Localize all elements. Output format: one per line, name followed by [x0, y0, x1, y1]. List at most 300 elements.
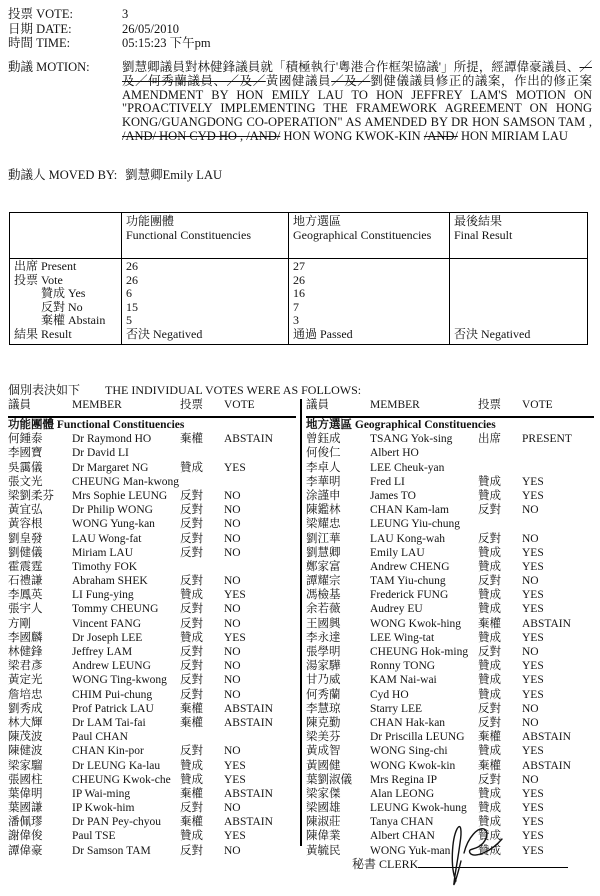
- member-row: [306, 532, 594, 546]
- member-row: [306, 517, 594, 531]
- member-name-en: Dr Joseph LEE: [72, 631, 143, 644]
- member-row: [8, 432, 296, 446]
- member-name-en: WONG Sing-chi: [370, 745, 448, 758]
- member-vote-en: YES: [224, 589, 246, 602]
- member-name-zh: 譚耀宗: [306, 575, 341, 588]
- member-name-en: LAU Kong-wah: [370, 532, 446, 545]
- summary-fc-value: 否決 Negatived: [126, 326, 203, 341]
- member-row: [8, 659, 296, 673]
- motion-struck-text: ／及／: [331, 73, 371, 88]
- member-name-en: LEE Cheuk-yan: [370, 461, 445, 474]
- member-zh-header: 議員: [8, 399, 31, 411]
- member-vote-en: [522, 446, 594, 460]
- member-zh-header: 議員: [306, 399, 329, 411]
- member-vote-en: PRESENT: [522, 433, 572, 446]
- clerk-signature-block: [352, 855, 568, 872]
- member-vote-zh: 反對: [180, 646, 203, 658]
- member-vote-zh: 贊成: [478, 745, 501, 758]
- member-name-en: KAM Nai-wai: [370, 674, 437, 687]
- member-vote-zh: 贊成: [478, 489, 501, 502]
- member-vote-en: YES: [224, 631, 246, 644]
- member-vote-en: YES: [522, 745, 544, 758]
- member-name-en: Dr David LI: [72, 447, 129, 460]
- member-name-en: Andrew CHENG: [370, 560, 450, 573]
- summary-fc-value: 6: [126, 286, 132, 301]
- member-vote-zh: 棄權: [180, 702, 203, 715]
- vote-summary-table: [9, 212, 588, 345]
- member-vote-en: [522, 517, 594, 531]
- member-name-zh: 潘佩璆: [8, 816, 43, 829]
- geographical-group-title: 地方選區 Geographical Constituencies: [306, 419, 496, 431]
- member-name-en: LEUNG Kwok-hung: [370, 802, 467, 815]
- member-name-zh: 梁耀忠: [306, 518, 341, 531]
- member-vote-zh: 反對: [180, 844, 203, 857]
- member-name-en: Vincent FANG: [72, 617, 142, 630]
- member-name-en: TAM Yiu-chung: [370, 575, 446, 588]
- member-name-zh: 劉秀成: [8, 702, 43, 715]
- summary-fc-value: 5: [126, 313, 132, 328]
- motion-plain-text: AMENDMENT BY HON EMILY LAU TO HON JEFFREY LAM'S MOTION ON "PROACTIVELY IMPLEMENTING THE FRAMEWORK AGREEMENT ON HONG KONG/GUANGDONG CO-OPERATION" AS AMENDED BY DR HON SAMSON TAM ,: [122, 87, 592, 130]
- member-name-en: CHEUNG Man-kwong: [72, 475, 180, 488]
- member-name-en: Albert HO: [370, 447, 419, 460]
- member-vote-en: ABSTAIN: [224, 702, 273, 715]
- member-vote-en: NO: [224, 532, 241, 545]
- member-vote-en: ABSTAIN: [522, 731, 571, 744]
- member-vote-en: ABSTAIN: [224, 787, 273, 800]
- member-name-en: Tanya CHAN: [370, 816, 434, 829]
- summary-fc-value: 26: [126, 259, 138, 273]
- summary-gc-value: 3: [293, 313, 299, 328]
- member-row: [8, 489, 296, 503]
- member-vote-en: YES: [224, 830, 246, 843]
- member-name-en: Albert CHAN: [370, 830, 435, 843]
- member-name-en: Cyd HO: [370, 688, 409, 701]
- member-vote-zh: 贊成: [478, 589, 501, 602]
- member-row: [306, 461, 594, 475]
- member-name-zh: 李永達: [306, 631, 341, 644]
- member-vote-zh: 出席: [478, 433, 501, 446]
- clerk-signature: [430, 817, 520, 889]
- member-vote-zh: [180, 475, 224, 489]
- member-row: [306, 759, 594, 773]
- member-name-zh: 梁家傑: [306, 787, 341, 800]
- member-vote-zh: 贊成: [478, 603, 501, 616]
- member-row: [8, 759, 296, 773]
- vote-en-header: VOTE: [224, 399, 255, 411]
- member-row: [8, 844, 296, 858]
- member-row: [306, 546, 594, 560]
- motion-struck-text: ／及／何秀蘭議員、／及／: [122, 60, 592, 88]
- member-name-en: Dr Margaret NG: [72, 461, 149, 474]
- member-name-en: Dr Philip WONG: [72, 504, 153, 517]
- member-name-zh: 劉皇發: [8, 532, 43, 545]
- member-name-zh: 余若薇: [306, 603, 341, 616]
- member-vote-zh: 贊成: [180, 759, 203, 772]
- member-vote-en: [224, 475, 296, 489]
- member-vote-zh: [180, 730, 224, 744]
- member-name-zh: 劉慧卿: [306, 546, 341, 559]
- member-name-zh: 鄭家富: [306, 560, 341, 573]
- member-row: [8, 744, 296, 758]
- member-vote-zh: 贊成: [478, 830, 501, 843]
- member-name-en: Timothy FOK: [72, 560, 138, 573]
- member-vote-en: NO: [224, 802, 241, 815]
- member-row: [8, 475, 296, 489]
- member-vote-zh: 棄權: [478, 731, 501, 744]
- member-name-en: IP Kwok-him: [72, 802, 135, 815]
- member-name-en: TSANG Yok-sing: [370, 433, 453, 446]
- member-name-zh: 葉劉淑儀: [306, 773, 352, 786]
- summary-fc-value: 15: [126, 299, 138, 314]
- member-name-zh: 李國麟: [8, 631, 43, 644]
- right-column-header: [306, 399, 594, 418]
- member-name-zh: 陳克勤: [306, 716, 341, 729]
- member-name-en: Alan LEONG: [370, 787, 435, 800]
- member-name-zh: 陳偉業: [306, 830, 341, 843]
- member-vote-zh: 贊成: [180, 830, 203, 843]
- member-name-en: CHEUNG Kwok-che: [72, 773, 171, 786]
- member-vote-en: YES: [522, 589, 544, 602]
- member-name-en: LAU Wong-fat: [72, 532, 142, 545]
- member-row: [306, 560, 594, 574]
- member-name-en: Tommy CHEUNG: [72, 603, 159, 616]
- member-row: [306, 588, 594, 602]
- motion-plain-text: HON MIRIAM LAU: [457, 128, 568, 143]
- member-vote-en: YES: [522, 674, 544, 687]
- date-value: 26/05/2010: [122, 21, 179, 36]
- member-name-en: Dr LEUNG Ka-lau: [72, 759, 161, 772]
- member-vote-zh: 贊成: [478, 674, 501, 687]
- member-vote-en: NO: [224, 745, 241, 758]
- summary-fc-header: [122, 213, 289, 259]
- vote-number-label: 投票 VOTE:: [8, 7, 73, 21]
- member-row: [306, 716, 594, 730]
- member-vote-en: NO: [224, 546, 241, 559]
- member-vote-zh: 反對: [180, 489, 203, 502]
- member-vote-en: YES: [522, 546, 544, 559]
- member-row: [306, 602, 594, 616]
- individual-heading-en: THE INDIVIDUAL VOTES WERE AS FOLLOWS:: [105, 383, 362, 397]
- member-vote-zh: 贊成: [180, 589, 203, 602]
- member-vote-zh: 反對: [180, 518, 203, 531]
- member-row: [8, 617, 296, 631]
- member-name-zh: 張國柱: [8, 773, 43, 786]
- member-name-zh: 甘乃威: [306, 674, 341, 687]
- member-name-zh: 霍震霆: [8, 560, 43, 573]
- individual-heading-zh: 個別表決如下: [8, 383, 81, 397]
- member-row: [8, 532, 296, 546]
- member-vote-zh: 贊成: [478, 816, 501, 829]
- fr-header-zh: 最後結果: [454, 214, 503, 228]
- member-row: [306, 702, 594, 716]
- member-name-zh: 張學明: [306, 646, 341, 658]
- clerk-label: 秘書 CLERK: [352, 857, 419, 871]
- summary-gc-header: [289, 213, 450, 259]
- motion-plain-text: HON WONG KWOK-KIN: [280, 128, 424, 143]
- time-row: [8, 36, 592, 51]
- member-name-en: Fred LI: [370, 475, 405, 488]
- vote-zh-header: 投票: [180, 399, 203, 411]
- summary-fr-value: [454, 287, 583, 301]
- member-vote-en: NO: [224, 646, 241, 658]
- member-en-header: MEMBER: [370, 399, 420, 411]
- member-name-zh: 何鍾泰: [8, 433, 43, 446]
- left-column-header: [8, 399, 296, 418]
- summary-fc-value: 26: [126, 272, 138, 287]
- member-vote-en: NO: [522, 532, 539, 545]
- member-vote-zh: 反對: [180, 504, 203, 517]
- member-name-zh: 梁君彥: [8, 660, 43, 673]
- gc-header-zh: 地方選區: [293, 214, 342, 228]
- member-row: [8, 446, 296, 460]
- member-name-en: WONG Yuk-man: [370, 844, 451, 857]
- member-vote-en: YES: [522, 688, 544, 701]
- moved-by-label: 動議人 MOVED BY:: [8, 168, 118, 182]
- member-vote-zh: 贊成: [478, 660, 501, 673]
- member-name-zh: 林大輝: [8, 716, 43, 729]
- member-name-zh: 劉江華: [306, 532, 341, 545]
- member-row: [306, 801, 594, 815]
- member-vote-en: YES: [522, 787, 544, 800]
- member-name-zh: 何俊仁: [306, 447, 341, 460]
- member-vote-zh: 贊成: [478, 787, 501, 800]
- member-vote-en: NO: [224, 688, 241, 701]
- member-vote-en: NO: [522, 575, 539, 588]
- member-vote-zh: 贊成: [478, 802, 501, 815]
- summary-body-row: [10, 259, 588, 345]
- member-row: [8, 688, 296, 702]
- member-name-en: CHAN Kin-por: [72, 745, 144, 758]
- member-vote-en: YES: [522, 475, 544, 488]
- member-row: [8, 574, 296, 588]
- member-name-zh: 李卓人: [306, 461, 341, 474]
- member-vote-zh: 反對: [180, 660, 203, 673]
- motion-text: [122, 61, 592, 144]
- time-label: 時間 TIME:: [8, 36, 71, 50]
- member-vote-zh: 反對: [478, 716, 501, 729]
- member-vote-en: YES: [522, 660, 544, 673]
- vote-number-value: 3: [122, 7, 129, 21]
- member-name-zh: 李鳳英: [8, 589, 43, 602]
- member-name-en: Dr Priscilla LEUNG: [370, 731, 465, 744]
- member-vote-zh: 棄權: [478, 759, 501, 772]
- member-row: [8, 787, 296, 801]
- member-vote-zh: 贊成: [180, 631, 203, 644]
- member-vote-zh: 棄權: [180, 816, 203, 829]
- member-en-header: MEMBER: [72, 399, 122, 411]
- date-row: [8, 22, 592, 37]
- gc-header-en: Geographical Constituencies: [293, 228, 432, 242]
- member-name-zh: 涂謹申: [306, 489, 341, 502]
- summary-empty-header: [10, 213, 122, 259]
- member-vote-zh: 棄權: [180, 433, 203, 446]
- member-row: [8, 716, 296, 730]
- member-vote-zh: 反對: [180, 745, 203, 758]
- member-name-en: Mrs Regina IP: [370, 773, 438, 786]
- member-vote-en: ABSTAIN: [224, 716, 273, 729]
- member-row: [306, 631, 594, 645]
- member-name-en: LEUNG Yiu-chung: [370, 518, 460, 531]
- member-vote-zh: 贊成: [478, 844, 501, 857]
- member-name-en: Andrew LEUNG: [72, 660, 151, 673]
- member-vote-zh: 棄權: [478, 617, 501, 630]
- motion-plain-text: 劉慧卿議員對林健鋒議員就「積極執行'粵港合作框架協議'」所提，經譚偉豪議員、: [122, 60, 580, 74]
- member-row: [8, 829, 296, 843]
- member-vote-zh: 反對: [478, 504, 501, 517]
- member-name-zh: 陳健波: [8, 745, 43, 758]
- fr-header-en: Final Result: [454, 228, 513, 242]
- summary-gc-value: 27: [293, 259, 305, 273]
- member-name-zh: 梁劉柔芬: [8, 489, 54, 502]
- member-vote-zh: 棄權: [180, 787, 203, 800]
- member-name-en: Abraham SHEK: [72, 575, 148, 588]
- member-vote-zh: [180, 560, 224, 574]
- member-vote-zh: 反對: [180, 603, 203, 616]
- member-row: [306, 659, 594, 673]
- member-vote-zh: 反對: [180, 674, 203, 687]
- member-row: [8, 773, 296, 787]
- member-vote-en: YES: [522, 802, 544, 815]
- member-vote-zh: [478, 461, 522, 475]
- member-name-en: CHIM Pui-chung: [72, 688, 153, 701]
- member-vote-en: NO: [522, 646, 539, 658]
- member-row: [306, 787, 594, 801]
- member-name-zh: 王國興: [306, 617, 341, 630]
- geographical-rows: [306, 432, 594, 858]
- member-row: [8, 503, 296, 517]
- member-row: [306, 730, 594, 744]
- member-name-zh: 吳靄儀: [8, 461, 43, 474]
- member-vote-zh: 贊成: [478, 631, 501, 644]
- member-row: [8, 801, 296, 815]
- member-name-en: Dr Samson TAM: [72, 844, 151, 857]
- member-name-zh: 梁美芬: [306, 731, 341, 744]
- member-vote-zh: 反對: [478, 532, 501, 545]
- member-vote-en: YES: [522, 844, 544, 857]
- member-vote-zh: 贊成: [478, 546, 501, 559]
- fc-header-zh: 功能團體: [126, 214, 175, 228]
- fc-header-en: Functional Constituencies: [126, 228, 251, 242]
- member-name-en: Ronny TONG: [370, 660, 436, 673]
- member-vote-zh: 反對: [180, 575, 203, 588]
- member-row: [8, 560, 296, 574]
- member-name-en: CHAN Hak-kan: [370, 716, 446, 729]
- member-name-zh: 詹培忠: [8, 688, 43, 701]
- summary-gc-value: 通過 Passed: [293, 326, 353, 341]
- member-name-zh: 方剛: [8, 617, 31, 630]
- member-row: [306, 645, 594, 659]
- member-name-en: Paul TSE: [72, 830, 116, 843]
- member-name-en: Prof Patrick LAU: [72, 702, 154, 715]
- summary-fr-value: 否決 Negatived: [454, 326, 531, 341]
- member-name-zh: 譚偉豪: [8, 844, 43, 857]
- member-row: [306, 503, 594, 517]
- member-name-en: James TO: [370, 489, 416, 502]
- member-vote-en: YES: [224, 461, 246, 474]
- member-vote-en: NO: [224, 844, 241, 857]
- member-vote-zh: 贊成: [180, 773, 203, 786]
- member-name-zh: 黃毓民: [306, 844, 341, 857]
- moved-by-value: 劉慧卿Emily LAU: [125, 168, 222, 182]
- functional-group-title: 功能團體 Functional Constituencies: [8, 419, 185, 431]
- member-row: [306, 574, 594, 588]
- member-vote-en: YES: [522, 830, 544, 843]
- motion-label: 動議 MOTION:: [8, 60, 90, 74]
- member-name-en: Starry LEE: [370, 702, 423, 715]
- member-name-zh: 李華明: [306, 475, 341, 488]
- member-row: [8, 815, 296, 829]
- member-name-en: WONG Kwok-hing: [370, 617, 462, 630]
- member-vote-zh: 棄權: [180, 716, 203, 729]
- member-vote-zh: [478, 517, 522, 531]
- member-name-zh: 梁國雄: [306, 802, 341, 815]
- summary-fc-cell: [122, 259, 289, 345]
- member-vote-zh: 反對: [180, 617, 203, 630]
- member-name-zh: 張宇人: [8, 603, 43, 616]
- member-row: [306, 617, 594, 631]
- individual-votes-heading: [8, 381, 361, 398]
- member-row: [8, 588, 296, 602]
- member-name-zh: 葉國謙: [8, 802, 43, 815]
- member-vote-zh: 贊成: [478, 688, 501, 701]
- member-name-en: WONG Ting-kwong: [72, 674, 167, 687]
- summary-gc-value: 16: [293, 286, 305, 301]
- member-vote-zh: 贊成: [180, 461, 203, 474]
- member-name-en: IP Wai-ming: [72, 787, 131, 800]
- member-row: [306, 446, 594, 460]
- member-row: [8, 461, 296, 475]
- member-name-en: WONG Kwok-kin: [370, 759, 456, 772]
- summary-fr-value: [454, 260, 583, 274]
- date-label: 日期 DATE:: [8, 21, 72, 36]
- member-name-zh: 陳淑莊: [306, 816, 341, 829]
- member-vote-en: NO: [224, 504, 241, 517]
- motion-plain-text: 劉健儀議員修正的議案，作出的修正案: [370, 73, 592, 88]
- member-vote-en: NO: [224, 575, 241, 588]
- summary-header-row: [10, 213, 588, 259]
- member-vote-zh: 反對: [478, 575, 501, 588]
- member-name-en: Jeffrey LAM: [72, 646, 133, 658]
- member-row: [306, 432, 594, 446]
- summary-fr-header: [450, 213, 588, 259]
- member-name-en: Miriam LAU: [72, 546, 134, 559]
- functional-rows: [8, 432, 296, 858]
- summary-row-label: 反對 No: [41, 299, 83, 314]
- member-vote-zh: 反對: [180, 688, 203, 701]
- member-vote-zh: 贊成: [478, 560, 501, 573]
- time-value: 05:15:23 下午pm: [122, 36, 211, 50]
- summary-row-label: 投票 Vote: [14, 272, 63, 287]
- member-row: [8, 546, 296, 560]
- summary-fr-value: [454, 314, 583, 328]
- member-row: [306, 688, 594, 702]
- member-name-zh: 湯家驊: [306, 660, 341, 673]
- vote-number-row: [8, 7, 592, 22]
- member-vote-zh: [478, 446, 522, 460]
- member-vote-en: NO: [224, 603, 241, 616]
- member-name-zh: 李國寶: [8, 447, 43, 460]
- member-vote-en: YES: [522, 603, 544, 616]
- member-name-en: Emily LAU: [370, 546, 425, 559]
- member-vote-en: [224, 560, 296, 574]
- member-name-en: Dr PAN Pey-chyou: [72, 816, 162, 829]
- summary-row-label: 贊成 Yes: [41, 286, 86, 301]
- member-vote-en: ABSTAIN: [224, 816, 273, 829]
- member-row: [306, 673, 594, 687]
- member-vote-zh: 反對: [180, 546, 203, 559]
- member-vote-en: ABSTAIN: [224, 433, 273, 446]
- member-vote-en: [224, 446, 296, 460]
